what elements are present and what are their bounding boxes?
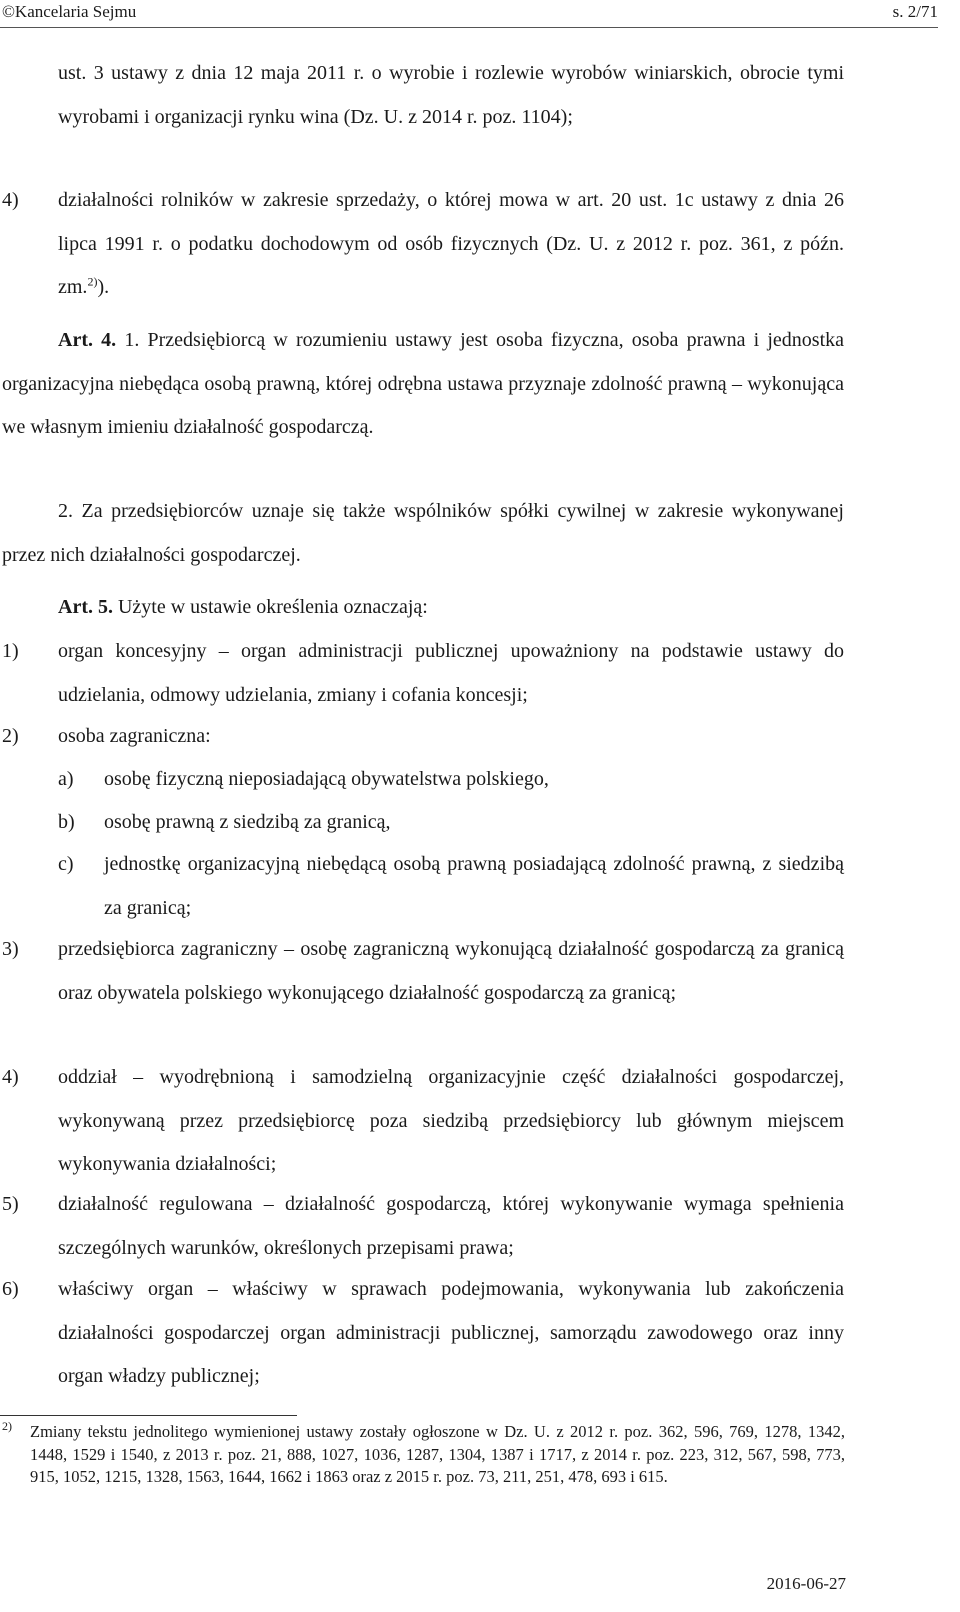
definition-item: właściwy organ – właściwy w sprawach podejmowania, wykonywania lub zakończenia działalności gospodarczej organ administracji publicznej, samorządu zawodowego oraz inny organ władzy publicznej;	[58, 1278, 844, 1387]
continuation-paragraph: ust. 3 ustawy z dnia 12 maja 2011 r. o wyrobie i rozlewie wyrobów winiarskich, obrocie tymi wyrobami i organizacji rynku wina (Dz. U. z 2014 r. poz. 1104);	[58, 62, 844, 128]
footnote-mark: 2)	[2, 1419, 12, 1433]
list-number: 4)	[2, 1066, 19, 1088]
article-4-paragraph-2: 2. Za przedsiębiorców uznaje się także wspólników spółki cywilnej w zakresie wykonywanej przez nich działalności gospodarczej.	[2, 500, 844, 566]
definition-item: działalność regulowana – działalność gospodarczą, której wykonywanie wymaga spełnienia szczególnych warunków, określonych przepisami prawa;	[58, 1193, 844, 1259]
definition-item: osoba zagraniczna:	[58, 725, 211, 747]
sublist-letter: a)	[58, 768, 74, 790]
sublist-letter: b)	[58, 811, 75, 833]
sublist-letter: c)	[58, 853, 74, 875]
list-number: 3)	[2, 938, 19, 960]
article-5-heading: Art. 5.	[58, 596, 113, 618]
list-number: 2)	[2, 725, 19, 747]
footnote-divider	[0, 1415, 297, 1416]
definition-item: przedsiębiorca zagraniczny – osobę zagraniczną wykonującą działalność gospodarczą za granicą oraz obywatela polskiego wykonującego działalność gospodarczą za granicą;	[58, 938, 844, 1004]
list-number: 5)	[2, 1193, 19, 1215]
header-copyright: ©Kancelaria Sejmu	[2, 2, 137, 21]
header-divider	[0, 27, 938, 28]
article-4-text-1: 1. Przedsiębiorcą w rozumieniu ustawy jest osoba fizyczna, osoba prawna i jednostka organizacyjna niebędąca osobą prawną, której odrębna ustawa przyznaje zdolność prawną – wykonująca we własnym imieniu działalność gospodarczą.	[2, 329, 845, 438]
list-item-text	[58, 179, 844, 310]
definition-item: oddział – wyodrębnioną i samodzielną organizacyjnie część działalności gospodarczej, wykonywaną przez przedsiębiorcę poza siedzibą przedsiębiorcy lub głównym miejscem wykonywania działalności;	[58, 1066, 844, 1175]
article-5-intro-text: Użyte w ustawie określenia oznaczają:	[117, 596, 428, 618]
header-page-number: s. 2/71	[892, 2, 938, 21]
list-number: 6)	[2, 1278, 19, 1300]
sublist-item: osobę prawną z siedzibą za granicą,	[104, 811, 391, 833]
article-4-paragraph-1	[2, 319, 844, 450]
article-4-heading: Art. 4.	[58, 329, 117, 351]
footnote-text: Zmiany tekstu jednolitego wymienionej ustawy zostały ogłoszone w Dz. U. z 2012 r. poz. 362, 596, 769, 1278, 1342, 1448, 1529 i 1540, z 2013 r. poz. 21, 888, 1027, 1036, 1287, 1304, 1387 i 1717, z 2014 r. poz. 223, 312, 567, 598, 773, 915, 1052, 1215, 1328, 1563, 1644, 1662 i 1863 oraz z 2015 r. poz. 73, 211, 251, 478, 693 i 615.	[30, 1422, 845, 1486]
list-item-end: ).	[97, 276, 110, 298]
footer-date: 2016-06-27	[766, 1574, 846, 1593]
article-5-intro	[58, 586, 844, 630]
list-number: 1)	[2, 640, 19, 662]
sublist-item: jednostkę organizacyjną niebędącą osobą prawną posiadającą zdolność prawną, z siedzibą za granicą;	[104, 853, 844, 919]
sublist-item: osobę fizyczną nieposiadającą obywatelstwa polskiego,	[104, 768, 549, 790]
definition-item: organ koncesyjny – organ administracji publicznej upoważniony na podstawie ustawy do udzielania, odmowy udzielania, zmiany i cofania koncesji;	[58, 640, 844, 706]
list-item-body: działalności rolników w zakresie sprzedaży, o której mowa w art. 20 ust. 1c ustawy z dnia 26 lipca 1991 r. o podatku dochodowym od osób fizycznych (Dz. U. z 2012 r. poz. 361, z późn. zm.	[58, 189, 844, 298]
footnote-ref: 2)	[87, 274, 98, 289]
list-number: 4)	[2, 189, 19, 211]
